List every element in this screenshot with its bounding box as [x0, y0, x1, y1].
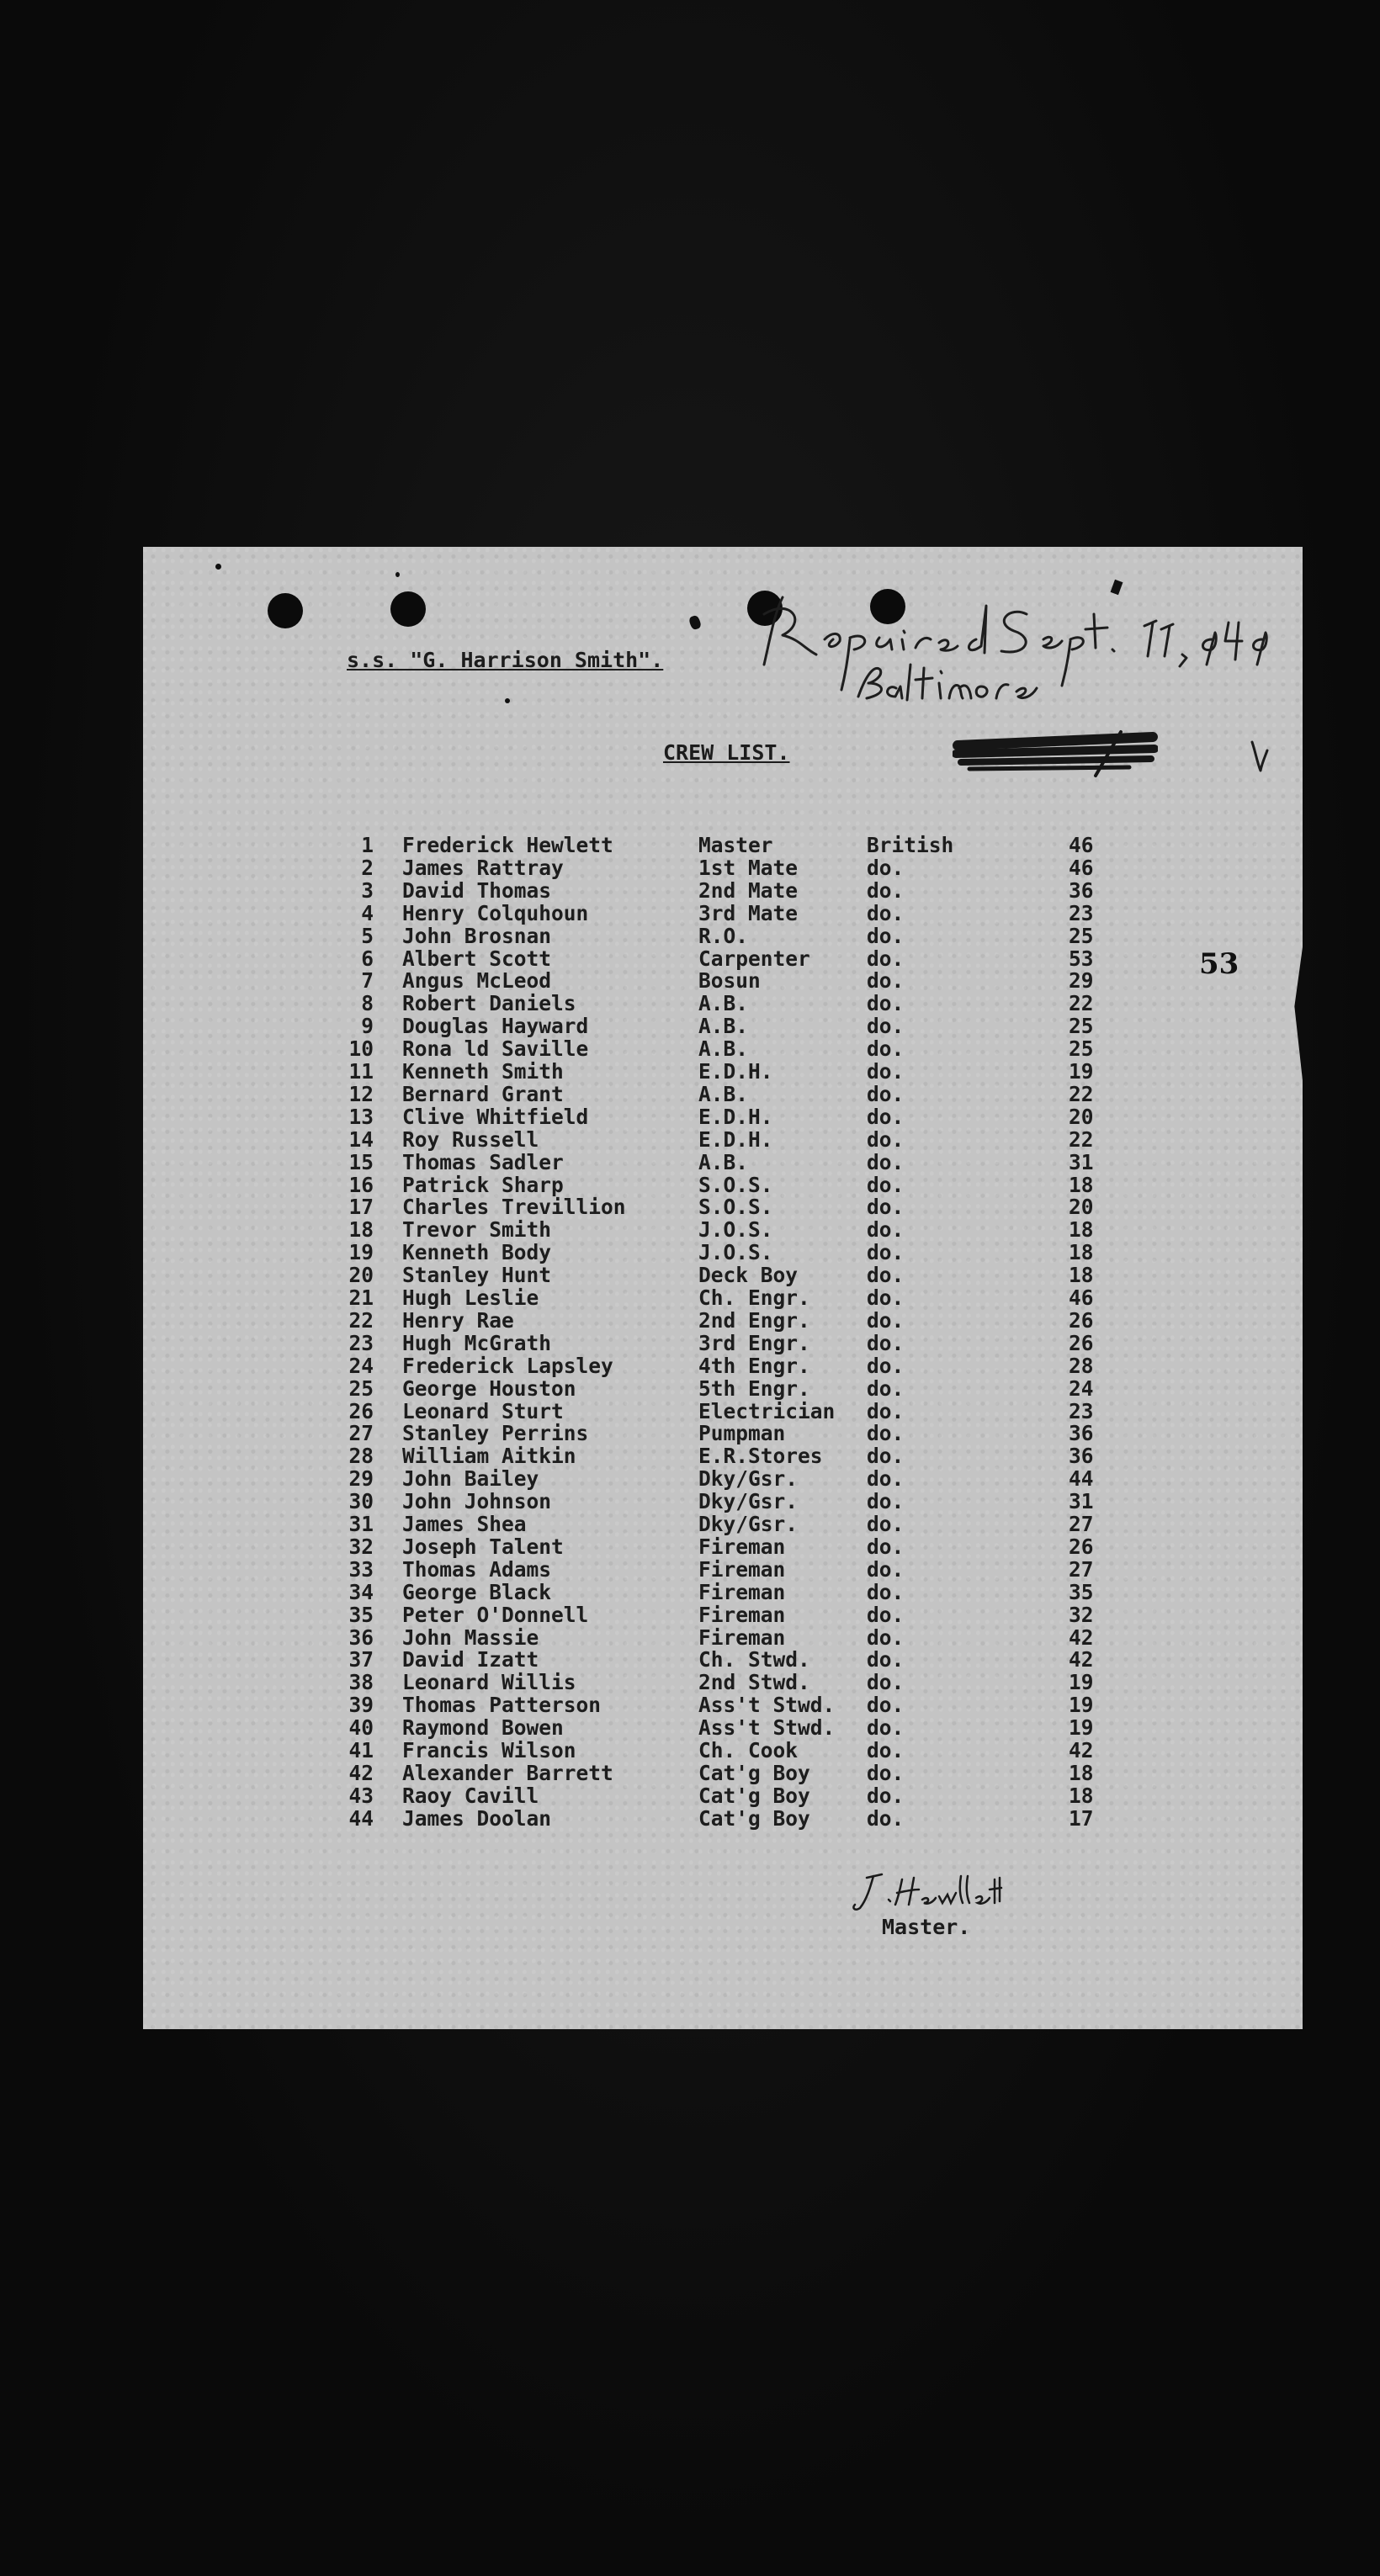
crew-age-cell: 46 [1069, 855, 1094, 880]
crew-no-cell: 31 [348, 1512, 374, 1536]
crew-row [0, 1807, 1380, 1830]
crew-nationality-cell: do. [867, 1693, 905, 1718]
crew-nationality-cell: do. [867, 1398, 905, 1423]
crew-rank-cell: Dky/Gsr. [698, 1489, 799, 1514]
crew-age-cell: 19 [1069, 1670, 1094, 1695]
crew-no-cell: 1 [361, 833, 374, 857]
crew-name-cell: Francis Wilson [402, 1738, 576, 1762]
tick-mark [1245, 737, 1271, 777]
crew-rank-cell: Ch. Cook [698, 1738, 799, 1762]
crew-no-cell: 24 [348, 1353, 374, 1378]
crew-name-cell: Stanley Hunt [402, 1263, 552, 1288]
crew-no-cell: 34 [348, 1579, 374, 1604]
crew-name-cell: Leonard Sturt [402, 1398, 564, 1423]
crew-nationality-cell: do. [867, 1014, 905, 1039]
crew-age-cell: 27 [1069, 1556, 1094, 1582]
crew-name-cell: Raoy Cavill [402, 1783, 539, 1808]
crew-no-cell: 41 [348, 1738, 374, 1762]
crew-nationality-cell: do. [867, 1195, 905, 1220]
ship-title: s.s. "G. Harrison Smith". [347, 648, 664, 672]
signature-caption: Master. [882, 1915, 971, 1939]
crew-no-cell: 17 [348, 1195, 374, 1220]
crew-age-cell: 19 [1069, 1693, 1094, 1718]
crew-no-cell: 25 [348, 1375, 374, 1401]
crew-rank-cell: E.R.Stores [698, 1444, 823, 1469]
crew-age-cell: 18 [1069, 1172, 1094, 1197]
crew-no-cell: 16 [348, 1172, 374, 1197]
crew-rank-cell: A.B. [698, 991, 749, 1016]
crew-no-cell: 29 [348, 1466, 374, 1492]
crew-rank-cell: Dky/Gsr. [698, 1512, 799, 1536]
crew-row [0, 1218, 1380, 1241]
crew-row [0, 1151, 1380, 1174]
crew-row [0, 1354, 1380, 1377]
crew-age-cell: 23 [1069, 1398, 1094, 1423]
crew-row [0, 1648, 1380, 1671]
crew-no-cell: 7 [361, 968, 374, 994]
crew-rank-cell: R.O. [698, 923, 749, 948]
crew-nationality-cell: do. [867, 1715, 905, 1741]
crew-age-cell: 36 [1069, 877, 1094, 903]
crew-name-cell: Alexander Barrett [402, 1760, 613, 1785]
crew-name-cell: Charles Trevillion [402, 1195, 626, 1220]
crew-nationality-cell: do. [867, 1126, 905, 1152]
crew-age-cell: 22 [1069, 1126, 1094, 1152]
crew-age-cell: 32 [1069, 1602, 1094, 1627]
crew-rank-cell: E.D.H. [698, 1059, 773, 1084]
crew-row [0, 1784, 1380, 1807]
crew-name-cell: Raymond Bowen [402, 1715, 564, 1741]
crew-row [0, 1444, 1380, 1467]
crew-no-cell: 9 [361, 1014, 374, 1039]
crew-age-cell: 26 [1069, 1307, 1094, 1333]
crew-row [0, 1467, 1380, 1490]
crew-row [0, 1739, 1380, 1762]
crew-no-cell: 10 [348, 1036, 374, 1062]
crew-nationality-cell: do. [867, 1307, 905, 1333]
crew-nationality-cell: do. [867, 1738, 905, 1762]
crew-nationality-cell: do. [867, 1466, 905, 1492]
crew-row [0, 1377, 1380, 1400]
crew-row [0, 1422, 1380, 1444]
crew-no-cell: 28 [348, 1444, 374, 1469]
crew-name-cell: John Bailey [402, 1466, 539, 1492]
crew-rank-cell: 5th Engr. [698, 1375, 810, 1401]
crew-row [0, 1264, 1380, 1286]
crew-nationality-cell: do. [867, 1805, 905, 1831]
crew-no-cell: 35 [348, 1602, 374, 1627]
crew-nationality-cell: do. [867, 1602, 905, 1627]
crew-name-cell: David Thomas [402, 877, 552, 903]
crew-rank-cell: S.O.S. [698, 1172, 773, 1197]
crew-row [0, 1060, 1380, 1083]
crew-nationality-cell: do. [867, 1579, 905, 1604]
crew-no-cell: 15 [348, 1149, 374, 1174]
crew-no-cell: 2 [361, 855, 374, 880]
crew-no-cell: 44 [348, 1805, 374, 1831]
crew-nationality-cell: do. [867, 1240, 905, 1265]
crew-nationality-cell: do. [867, 946, 905, 971]
crew-row [0, 1626, 1380, 1649]
crew-nationality-cell: do. [867, 877, 905, 903]
crew-rank-cell: Cat'g Boy [698, 1805, 810, 1831]
crew-name-cell: James Rattray [402, 855, 564, 880]
crew-row [0, 1671, 1380, 1693]
crew-name-cell: Frederick Lapsley [402, 1353, 613, 1378]
crew-no-cell: 43 [348, 1783, 374, 1808]
crew-row [0, 1037, 1380, 1060]
crew-name-cell: Thomas Adams [402, 1556, 552, 1582]
crew-row [0, 925, 1380, 947]
crew-no-cell: 3 [361, 877, 374, 903]
crew-row [0, 969, 1380, 992]
crew-age-cell: 29 [1069, 968, 1094, 994]
crew-row [0, 1332, 1380, 1354]
crew-nationality-cell: do. [867, 1036, 905, 1062]
crew-name-cell: Bernard Grant [402, 1081, 564, 1106]
crew-row [0, 1581, 1380, 1603]
crew-nationality-cell: do. [867, 1217, 905, 1243]
crew-no-cell: 20 [348, 1263, 374, 1288]
crew-age-cell: 20 [1069, 1195, 1094, 1220]
crew-age-cell: 27 [1069, 1512, 1094, 1536]
crew-age-cell: 18 [1069, 1217, 1094, 1243]
handwritten-note [724, 589, 1279, 707]
crew-rank-cell: 3rd Mate [698, 900, 799, 925]
crew-nationality-cell: do. [867, 1285, 905, 1310]
crew-age-cell: 25 [1069, 1036, 1094, 1062]
crew-no-cell: 23 [348, 1330, 374, 1355]
crew-name-cell: Kenneth Smith [402, 1059, 564, 1084]
crew-rank-cell: S.O.S. [698, 1195, 773, 1220]
crew-no-cell: 8 [361, 991, 374, 1016]
crew-rank-cell: Master [698, 833, 773, 857]
crew-no-cell: 27 [348, 1421, 374, 1446]
crew-row [0, 1015, 1380, 1037]
crew-name-cell: Patrick Sharp [402, 1172, 564, 1197]
crew-no-cell: 26 [348, 1398, 374, 1423]
crew-age-cell: 22 [1069, 1081, 1094, 1106]
crew-nationality-cell: do. [867, 968, 905, 994]
crew-age-cell: 17 [1069, 1805, 1094, 1831]
crew-rank-cell: Fireman [698, 1625, 786, 1650]
crew-row [0, 1105, 1380, 1128]
crew-row [0, 1128, 1380, 1151]
crew-name-cell: George Black [402, 1579, 552, 1604]
crew-age-cell: 42 [1069, 1738, 1094, 1762]
margin-page-number: 53 [1199, 947, 1239, 981]
crew-no-cell: 37 [348, 1647, 374, 1672]
crew-row [0, 1195, 1380, 1218]
crew-row [0, 879, 1380, 902]
crew-age-cell: 31 [1069, 1489, 1094, 1514]
crew-nationality-cell: do. [867, 855, 905, 880]
crew-rank-cell: Fireman [698, 1556, 786, 1582]
crew-nationality-cell: do. [867, 1353, 905, 1378]
crew-rank-cell: 1st Mate [698, 855, 799, 880]
crew-age-cell: 19 [1069, 1059, 1094, 1084]
crew-name-cell: Thomas Sadler [402, 1149, 564, 1174]
crew-no-cell: 4 [361, 900, 374, 925]
crew-row [0, 1174, 1380, 1196]
crew-rank-cell: Ass't Stwd. [698, 1693, 836, 1718]
crew-name-cell: John Brosnan [402, 923, 552, 948]
crew-age-cell: 42 [1069, 1625, 1094, 1650]
crew-nationality-cell: do. [867, 1783, 905, 1808]
crew-rank-cell: A.B. [698, 1081, 749, 1106]
punch-hole [390, 591, 426, 627]
crew-no-cell: 12 [348, 1081, 374, 1106]
crew-row [0, 992, 1380, 1015]
crew-nationality-cell: do. [867, 923, 905, 948]
crew-rank-cell: Bosun [698, 968, 761, 994]
crew-rank-cell: E.D.H. [698, 1126, 773, 1152]
crew-rank-cell: Deck Boy [698, 1263, 799, 1288]
crew-name-cell: Henry Rae [402, 1307, 514, 1333]
crew-no-cell: 39 [348, 1693, 374, 1718]
crew-name-cell: Frederick Hewlett [402, 833, 613, 857]
signature [841, 1866, 1010, 1916]
crew-nationality-cell: do. [867, 1263, 905, 1288]
crew-age-cell: 18 [1069, 1783, 1094, 1808]
crew-rank-cell: 2nd Mate [698, 877, 799, 903]
crew-nationality-cell: do. [867, 1375, 905, 1401]
crew-no-cell: 5 [361, 923, 374, 948]
crew-age-cell: 18 [1069, 1263, 1094, 1288]
crew-nationality-cell: do. [867, 1670, 905, 1695]
crew-age-cell: 18 [1069, 1240, 1094, 1265]
crew-name-cell: John Johnson [402, 1489, 552, 1514]
crew-no-cell: 19 [348, 1240, 374, 1265]
crew-age-cell: 20 [1069, 1104, 1094, 1129]
crew-rank-cell: Ass't Stwd. [698, 1715, 836, 1741]
crew-row [0, 1309, 1380, 1332]
crew-age-cell: 42 [1069, 1647, 1094, 1672]
crew-nationality-cell: do. [867, 1556, 905, 1582]
dust-speck [505, 698, 510, 703]
crew-age-cell: 53 [1069, 946, 1094, 971]
crew-rank-cell: Dky/Gsr. [698, 1466, 799, 1492]
crew-no-cell: 14 [348, 1126, 374, 1152]
crew-rank-cell: A.B. [698, 1149, 749, 1174]
crew-row [0, 1558, 1380, 1581]
crew-nationality-cell: do. [867, 1081, 905, 1106]
crew-age-cell: 46 [1069, 1285, 1094, 1310]
crew-age-cell: 25 [1069, 1014, 1094, 1039]
crew-row [0, 947, 1380, 970]
crew-row [0, 1535, 1380, 1558]
crew-name-cell: Stanley Perrins [402, 1421, 589, 1446]
crew-name-cell: Albert Scott [402, 946, 552, 971]
crew-rank-cell: J.O.S. [698, 1240, 773, 1265]
crew-age-cell: 31 [1069, 1149, 1094, 1174]
crew-name-cell: Rona ld Saville [402, 1036, 589, 1062]
crew-rank-cell: 2nd Engr. [698, 1307, 810, 1333]
crew-age-cell: 26 [1069, 1534, 1094, 1559]
crew-no-cell: 32 [348, 1534, 374, 1559]
crew-rank-cell: Carpenter [698, 946, 810, 971]
crew-name-cell: Henry Colquhoun [402, 900, 589, 925]
crew-rank-cell: A.B. [698, 1036, 749, 1062]
crew-nationality-cell: do. [867, 1647, 905, 1672]
crew-nationality-cell: do. [867, 1444, 905, 1469]
crew-name-cell: Angus McLeod [402, 968, 552, 994]
crew-name-cell: Clive Whitfield [402, 1104, 589, 1129]
crew-no-cell: 30 [348, 1489, 374, 1514]
crew-nationality-cell: do. [867, 1104, 905, 1129]
crew-rank-cell: 2nd Stwd. [698, 1670, 810, 1695]
crew-name-cell: James Shea [402, 1512, 527, 1536]
crew-rank-cell: Fireman [698, 1602, 786, 1627]
crew-nationality-cell: do. [867, 991, 905, 1016]
crew-age-cell: 24 [1069, 1375, 1094, 1401]
crew-nationality-cell: do. [867, 1421, 905, 1446]
crew-rank-cell: E.D.H. [698, 1104, 773, 1129]
crew-no-cell: 13 [348, 1104, 374, 1129]
crew-name-cell: David Izatt [402, 1647, 539, 1672]
crew-age-cell: 23 [1069, 900, 1094, 925]
crew-no-cell: 21 [348, 1285, 374, 1310]
crew-no-cell: 11 [348, 1059, 374, 1084]
crew-nationality-cell: do. [867, 1059, 905, 1084]
crew-age-cell: 26 [1069, 1330, 1094, 1355]
crew-list-title: CREW LIST. [663, 740, 790, 765]
crew-row [0, 1286, 1380, 1309]
crew-no-cell: 33 [348, 1556, 374, 1582]
crew-row [0, 856, 1380, 879]
punch-hole [268, 593, 303, 628]
crew-row [0, 1513, 1380, 1535]
crew-nationality-cell: do. [867, 1534, 905, 1559]
crew-name-cell: Robert Daniels [402, 991, 576, 1016]
crew-row [0, 1762, 1380, 1784]
crew-age-cell: 25 [1069, 923, 1094, 948]
crew-name-cell: Hugh Leslie [402, 1285, 539, 1310]
crew-no-cell: 38 [348, 1670, 374, 1695]
crew-name-cell: Leonard Willis [402, 1670, 576, 1695]
crew-age-cell: 44 [1069, 1466, 1094, 1492]
crew-row [0, 1716, 1380, 1739]
crew-age-cell: 35 [1069, 1579, 1094, 1604]
crew-row [0, 1693, 1380, 1716]
crew-no-cell: 36 [348, 1625, 374, 1650]
crew-rank-cell: A.B. [698, 1014, 749, 1039]
crew-no-cell: 22 [348, 1307, 374, 1333]
crew-name-cell: Joseph Talent [402, 1534, 564, 1559]
crew-rank-cell: Fireman [698, 1579, 786, 1604]
crew-no-cell: 42 [348, 1760, 374, 1785]
dust-speck [215, 564, 221, 570]
crew-age-cell: 19 [1069, 1715, 1094, 1741]
crew-nationality-cell: British [867, 833, 954, 857]
crew-row [0, 1603, 1380, 1626]
crew-name-cell: Hugh McGrath [402, 1330, 552, 1355]
crew-rank-cell: Fireman [698, 1534, 786, 1559]
crew-rank-cell: Pumpman [698, 1421, 786, 1446]
crew-name-cell: Douglas Hayward [402, 1014, 589, 1039]
crew-name-cell: Kenneth Body [402, 1240, 552, 1265]
crew-name-cell: Peter O'Donnell [402, 1602, 589, 1627]
crew-nationality-cell: do. [867, 1512, 905, 1536]
crew-age-cell: 28 [1069, 1353, 1094, 1378]
crew-age-cell: 18 [1069, 1760, 1094, 1785]
crew-rank-cell: Cat'g Boy [698, 1783, 810, 1808]
crew-rank-cell: 3rd Engr. [698, 1330, 810, 1355]
crew-rank-cell: Ch. Engr. [698, 1285, 810, 1310]
crew-age-cell: 46 [1069, 833, 1094, 857]
crew-name-cell: John Massie [402, 1625, 539, 1650]
crew-row [0, 902, 1380, 925]
dust-speck [395, 572, 400, 577]
crew-nationality-cell: do. [867, 1489, 905, 1514]
crew-row [0, 1241, 1380, 1264]
crew-name-cell: Roy Russell [402, 1126, 539, 1152]
crew-row [0, 834, 1380, 856]
crew-row [0, 1083, 1380, 1105]
crew-name-cell: James Doolan [402, 1805, 552, 1831]
crew-rank-cell: J.O.S. [698, 1217, 773, 1243]
crew-rank-cell: Ch. Stwd. [698, 1647, 810, 1672]
crew-nationality-cell: do. [867, 1172, 905, 1197]
crew-nationality-cell: do. [867, 1149, 905, 1174]
crew-name-cell: George Houston [402, 1375, 576, 1401]
redaction-scribble [953, 725, 1158, 779]
crew-row [0, 1490, 1380, 1513]
crew-age-cell: 36 [1069, 1421, 1094, 1446]
crew-row [0, 1400, 1380, 1423]
crew-rank-cell: 4th Engr. [698, 1353, 810, 1378]
crew-no-cell: 18 [348, 1217, 374, 1243]
crew-name-cell: William Aitkin [402, 1444, 576, 1469]
crew-age-cell: 22 [1069, 991, 1094, 1016]
crew-name-cell: Thomas Patterson [402, 1693, 602, 1718]
crew-nationality-cell: do. [867, 1760, 905, 1785]
crew-no-cell: 6 [361, 946, 374, 971]
crew-nationality-cell: do. [867, 900, 905, 925]
crew-rank-cell: Electrician [698, 1398, 836, 1423]
crew-nationality-cell: do. [867, 1330, 905, 1355]
crew-no-cell: 40 [348, 1715, 374, 1741]
crew-name-cell: Trevor Smith [402, 1217, 552, 1243]
crew-nationality-cell: do. [867, 1625, 905, 1650]
crew-rank-cell: Cat'g Boy [698, 1760, 810, 1785]
crew-age-cell: 36 [1069, 1444, 1094, 1469]
